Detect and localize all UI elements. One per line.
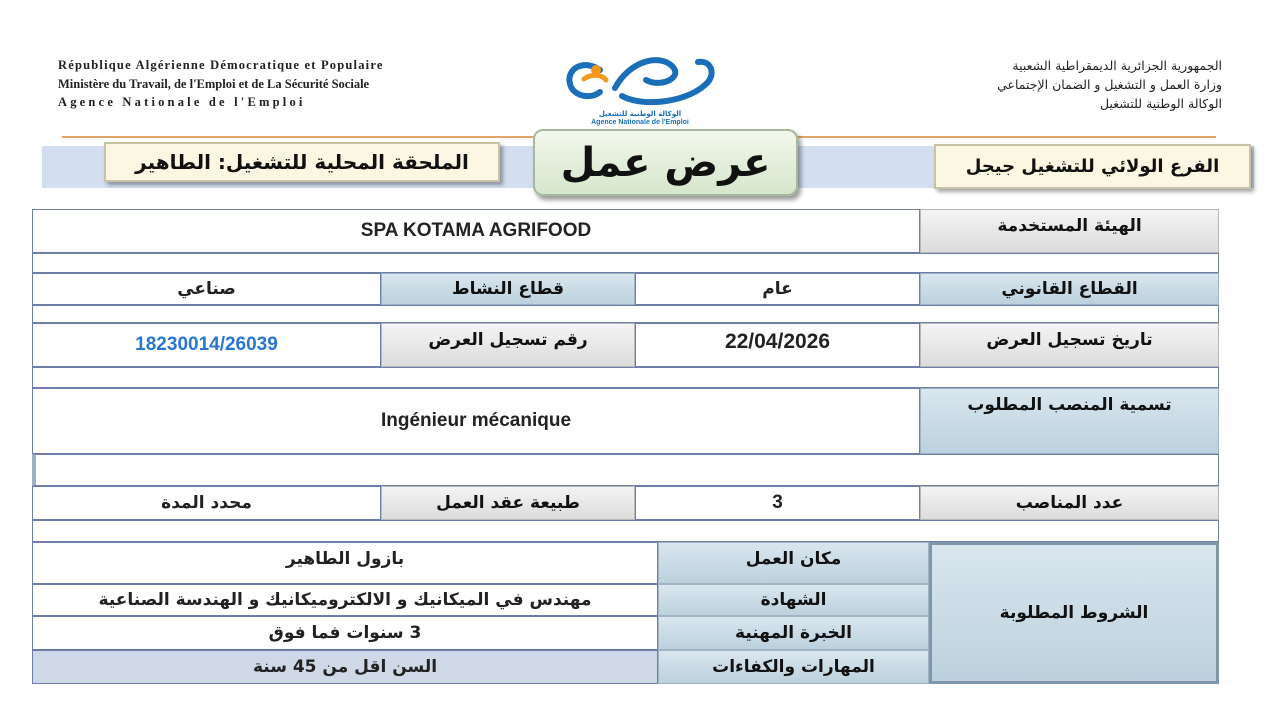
legal-sector-label: القطاع القانوني <box>920 273 1219 305</box>
header-ar-line-2: وزارة العمل و التشغيل و الضمان الإجتماعي <box>997 77 1222 92</box>
offer-date-value: 22/04/2026 <box>635 323 920 367</box>
workplace-label: مكان العمل <box>658 542 929 584</box>
activity-sector-value: صناعي <box>32 273 381 305</box>
experience-value: 3 سنوات فما فوق <box>32 616 658 650</box>
employer-value: SPA KOTAMA AGRIFOOD <box>32 209 920 253</box>
employer-label: الهيئة المستخدمة <box>920 209 1219 253</box>
page-title: عرض عمل <box>533 129 798 196</box>
legal-sector-value: عام <box>635 273 920 305</box>
row-spacer <box>32 454 1219 486</box>
offer-number-value: 18230014/26039 <box>32 323 381 367</box>
row-spacer <box>32 253 1219 273</box>
position-label: تسمية المنصب المطلوب <box>920 388 1219 454</box>
skills-label: المهارات والكفاءات <box>658 650 929 684</box>
row-spacer <box>32 367 1219 388</box>
diploma-label: الشهادة <box>658 584 929 616</box>
diploma-value: مهندس في الميكانيك و الالكتروميكانيك و الهندسة الصناعية <box>32 584 658 616</box>
row-spacer <box>32 305 1219 323</box>
header-ar-line-1: الجمهورية الجزائرية الديمقراطية الشعبية <box>1012 58 1222 73</box>
offer-date-label: تاريخ تسجيل العرض <box>920 323 1219 367</box>
anem-logo <box>560 52 720 132</box>
row-spacer <box>32 520 1219 542</box>
position-value: Ingénieur mécanique <box>32 388 920 454</box>
wilaya-branch-plaque: الفرع الولائي للتشغيل جيجل <box>934 144 1251 189</box>
experience-label: الخبرة المهنية <box>658 616 929 650</box>
logo-caption-fr: Agence Nationale de l'Emploi <box>591 119 689 126</box>
contract-type-value: محدد المدة <box>32 486 381 520</box>
offer-number-label: رقم تسجيل العرض <box>381 323 635 367</box>
logo-caption-ar: الوكالة الوطنية للتشغيل <box>598 110 682 118</box>
header-ar-line-3: الوكالة الوطنية للتشغيل <box>1099 96 1222 111</box>
header-fr-line-1: République Algérienne Démocratique et Populaire <box>58 58 384 72</box>
openings-label: عدد المناصب <box>920 486 1219 520</box>
activity-sector-label: قطاع النشاط <box>381 273 635 305</box>
local-agency-plaque: الملحقة المحلية للتشغيل: الطاهير <box>104 142 500 182</box>
contract-type-label: طبيعة عقد العمل <box>381 486 635 520</box>
workplace-value: بازول الطاهير <box>32 542 658 584</box>
requirements-label: الشروط المطلوبة <box>929 542 1219 684</box>
header-fr-line-2: Ministère du Travail, de l'Emploi et de La Sécurité Sociale <box>58 77 370 91</box>
anem-logo-icon <box>560 52 720 114</box>
openings-value: 3 <box>635 486 920 520</box>
header-fr-line-3: Agence Nationale de l'Emploi <box>58 95 306 109</box>
skills-value: السن اقل من 45 سنة <box>32 650 658 684</box>
